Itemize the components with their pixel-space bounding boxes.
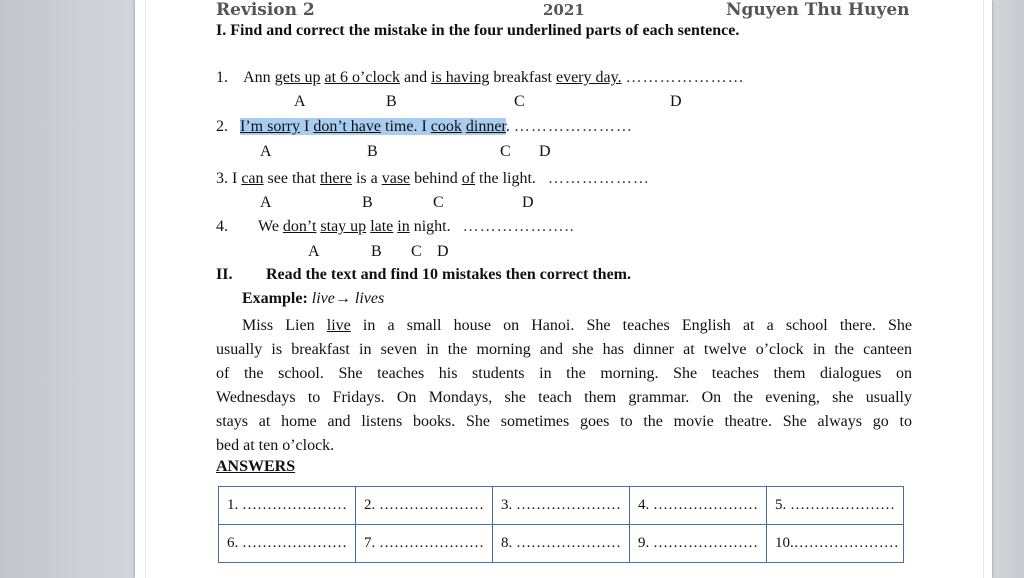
part-b: there [319,170,352,187]
item-4: 4. We don’t stay up late in night. ……………….. [216,218,575,235]
item-2: 2. I’m sorry I don’t have time. I cook dinner. ………………… [216,118,633,135]
letter-d: D [437,243,449,260]
example-label: Example: [242,290,308,307]
letter-c: C [433,194,444,211]
section1-title: I. Find and correct the mistake in the four underlined parts of each sentence. [216,22,740,39]
answer-cell[interactable]: 1. ………………… [219,487,356,525]
part-d: in [397,218,410,235]
letter-a: A [260,143,272,160]
table-row [219,487,904,525]
answer-cell[interactable]: 7. ………………… [356,525,493,563]
answer-cell[interactable]: 3. ………………… [493,487,630,525]
letter-a: A [308,243,320,260]
part-a: don’t [282,218,317,235]
para-line-4: Wednesdays to Fridays. On Mondays, she teach them grammar. On the evening, she usually [216,389,912,406]
item-3: 3. I can see that there is a vase behind of the light. ……………… [216,170,650,187]
example [242,290,384,308]
letter-b: B [371,243,382,260]
example-value: live→ lives [311,290,385,307]
letter-c: C [514,93,525,110]
letter-d: D [539,143,551,160]
part-c: is having [431,69,490,86]
answer-cell[interactable]: 5. ………………… [767,487,904,525]
answer-cell[interactable]: 9. ………………… [630,525,767,563]
letter-c: C [411,243,422,260]
answer-dots: ………………… [513,118,633,135]
part-d: every day. [555,69,622,86]
part-a: I’m sorry [240,118,300,135]
answers-table [218,486,904,563]
answer-cell[interactable]: 2. ………………… [356,487,493,525]
item-number: 4. [216,218,228,235]
item-number: 1. [216,69,228,86]
item-number: 3. [216,170,228,187]
answer-cell[interactable]: 6. ………………… [219,525,356,563]
answer-cell[interactable]: 4. ………………… [630,487,767,525]
answer-dots: ………………… [625,69,745,86]
workspace-left [0,0,135,578]
answer-cell[interactable]: 8. ………………… [493,525,630,563]
part-b: don’t have [313,118,381,135]
para-line-3: of the school. She teaches his students in the morning. She teaches them dialogues on [216,365,912,382]
letter-d: D [670,93,682,110]
letter-a: A [260,194,272,211]
part-d: of [461,170,476,187]
section2-number: II. [216,266,233,283]
para-line-5: stays at home and listens books. She sometimes goes to the movie theatre. She always go to [216,413,912,430]
part-a: can [241,170,264,187]
part-a: gets up [274,69,321,86]
header-left: Revision 2 [216,0,315,20]
section2-title: Read the text and find 10 mistakes then correct them. [266,266,631,283]
letter-b: B [362,194,373,211]
letter-b: B [367,143,378,160]
item-number: 2. [216,118,228,135]
para-line-6: bed at ten o’clock. [216,437,335,454]
letter-b: B [386,93,397,110]
part-d: dinner [465,118,506,135]
answer-dots: ……………… [547,170,650,187]
header-center: 2021 [543,1,585,19]
part-c: vase [381,170,411,187]
part-b: stay up [320,218,367,235]
answer-dots: ……………….. [462,218,575,235]
letter-c: C [500,143,511,160]
part-b: at 6 o’clock [324,69,400,86]
table-row [219,525,904,563]
header-right: Nguyen Thu Huyen [726,0,910,20]
para-line-2: usually is breakfast in seven in the morning and she has dinner at twelve o’clock in the canteen [216,341,912,358]
workspace-right [992,0,1024,578]
item-1: 1. Ann gets up at 6 o’clock and is having breakfast every day. ………………… [216,69,745,86]
answer-cell[interactable]: 10.………………… [767,525,904,563]
part-c: cook [430,118,462,135]
part-c: late [370,218,394,235]
para-line-1: Miss Lien live in a small house on Hanoi. She teaches English at a school there. She [242,317,912,334]
letter-d: D [522,194,534,211]
answers-title: ANSWERS [216,458,296,475]
letter-a: A [294,93,306,110]
